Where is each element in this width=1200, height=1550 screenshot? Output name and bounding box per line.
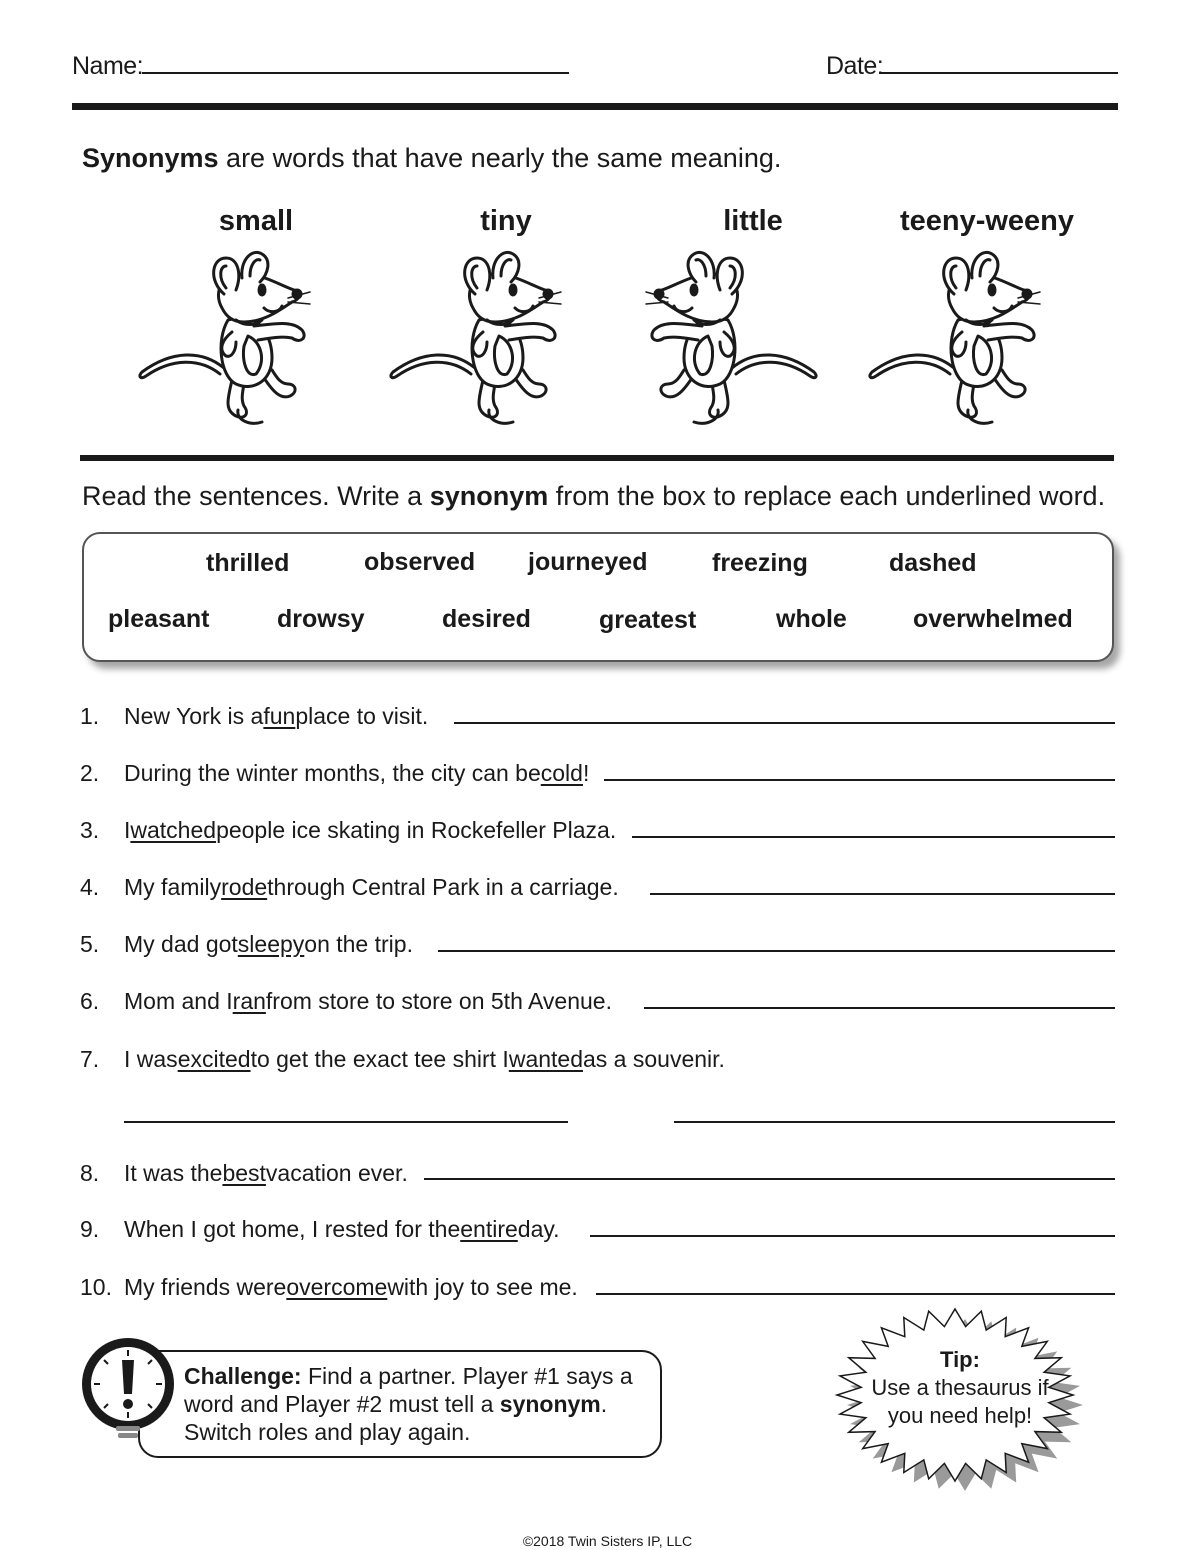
question-number: 7. (80, 1046, 100, 1072)
underlined-word: entire (460, 1216, 518, 1242)
question-3 (80, 817, 616, 844)
challenge-term: synonym (499, 1391, 601, 1417)
challenge-text (184, 1362, 654, 1446)
question-text: vacation ever. (265, 1160, 408, 1186)
question-2 (80, 760, 589, 787)
question-text: My dad got (124, 931, 238, 957)
question-4 (80, 874, 619, 901)
answer-line-9[interactable] (590, 1235, 1115, 1237)
answer-line-1[interactable] (454, 722, 1115, 724)
question-9 (80, 1216, 560, 1243)
question-text: My family (124, 874, 222, 900)
underlined-word: best (222, 1160, 266, 1186)
answer-line-4[interactable] (650, 893, 1115, 895)
question-number: 10. (80, 1274, 112, 1300)
underlined-word: sleepy (237, 931, 305, 957)
answer-line-5[interactable] (438, 950, 1115, 952)
word-bank-item: dashed (889, 549, 977, 577)
question-8 (80, 1160, 408, 1187)
tip-label: Tip: (940, 1347, 980, 1372)
mouse-word-2: tiny (480, 205, 532, 237)
mouse-illustration-2 (383, 250, 593, 435)
answer-line-7a[interactable] (124, 1121, 568, 1123)
question-text: I (124, 817, 131, 843)
word-bank-item: pleasant (108, 605, 210, 633)
question-text: I was (124, 1046, 178, 1072)
name-label: Name: (72, 52, 144, 80)
word-bank-item: desired (442, 605, 531, 633)
underlined-word: watched (130, 817, 217, 843)
answer-line-7b[interactable] (674, 1121, 1115, 1123)
challenge-label: Challenge: (184, 1363, 302, 1389)
question-text: through Central Park in a carriage. (267, 874, 619, 900)
underlined-word: cold (540, 760, 583, 786)
question-text: on the trip. (304, 931, 413, 957)
question-text: to get the exact tee shirt I (250, 1046, 509, 1072)
instructions-part1: Read the sentences. Write a (82, 481, 430, 511)
question-number: 4. (80, 874, 100, 900)
underlined-word: fun (263, 703, 296, 729)
word-bank-item: whole (776, 605, 847, 633)
question-text: as a souvenir. (583, 1046, 725, 1072)
word-bank-item: observed (364, 548, 476, 576)
question-number: 1. (80, 703, 100, 729)
question-number: 2. (80, 760, 100, 786)
section-divider (80, 455, 1114, 461)
intro-sentence (82, 143, 781, 174)
question-10 (80, 1274, 578, 1301)
challenge-body: . Switch roles and play again. (184, 1391, 608, 1445)
mouse-illustration-1 (132, 250, 342, 435)
answer-line-6[interactable] (644, 1007, 1115, 1009)
question-5 (80, 931, 413, 958)
mouse-illustration-3 (614, 250, 824, 435)
word-bank-item: overwhelmed (913, 605, 1073, 633)
question-text: Mom and I (124, 988, 233, 1014)
question-number: 6. (80, 988, 100, 1014)
answer-line-2[interactable] (604, 779, 1115, 781)
question-text: New York is a (124, 703, 264, 729)
question-number: 3. (80, 817, 100, 843)
word-bank-item: thrilled (206, 549, 290, 577)
word-bank-item: drowsy (277, 605, 365, 633)
question-text: It was the (124, 1160, 223, 1186)
name-field[interactable] (142, 72, 569, 74)
answer-line-8[interactable] (424, 1178, 1115, 1180)
word-bank-item: journeyed (528, 548, 648, 576)
mouse-illustration-4 (862, 250, 1072, 435)
mouse-word-3: little (723, 205, 783, 237)
question-text: When I got home, I rested for the (124, 1216, 461, 1242)
underlined-word: ran (232, 988, 266, 1014)
instructions-part2: from the box to replace each underlined word. (548, 481, 1106, 511)
question-text: day. (517, 1216, 560, 1242)
question-text: place to visit. (295, 703, 429, 729)
question-number: 9. (80, 1216, 100, 1242)
underlined-word: excited (177, 1046, 251, 1072)
lightbulb-icon (76, 1334, 180, 1444)
question-text: from store to store on 5th Avenue. (265, 988, 612, 1014)
question-number: 5. (80, 931, 100, 957)
instructions-term: synonym (429, 481, 549, 511)
question-7 (80, 1046, 725, 1073)
copyright: ©2018 Twin Sisters IP, LLC (522, 1533, 693, 1549)
word-bank-item: greatest (599, 606, 697, 634)
intro-rest: are words that have nearly the same meaning. (218, 143, 782, 173)
underlined-word: wanted (508, 1046, 583, 1072)
question-text: During the winter months, the city can be (124, 760, 541, 786)
intro-term: Synonyms (82, 143, 219, 173)
question-text: with joy to see me. (387, 1274, 578, 1300)
challenge-body: Find a partner. Player #1 says a word and Player #2 must tell a (184, 1363, 633, 1417)
question-number: 8. (80, 1160, 100, 1186)
date-field[interactable] (880, 72, 1118, 74)
question-text: My friends were (124, 1274, 287, 1300)
mouse-word-4: teeny-weeny (899, 205, 1075, 237)
word-bank-item: freezing (712, 549, 808, 577)
tip-text (870, 1346, 1050, 1430)
mouse-word-1: small (218, 205, 294, 237)
answer-line-10[interactable] (596, 1293, 1115, 1295)
answer-line-3[interactable] (632, 836, 1115, 838)
date-label: Date: (826, 52, 884, 80)
question-text: ! (582, 760, 590, 786)
underlined-word: rode (221, 874, 268, 900)
underlined-word: overcome (286, 1274, 388, 1300)
header-divider (72, 103, 1118, 110)
tip-body: Use a thesaurus if you need help! (871, 1375, 1049, 1428)
instructions (82, 481, 1105, 512)
question-1 (80, 703, 428, 730)
question-text: people ice skating in Rockefeller Plaza. (216, 817, 617, 843)
question-6 (80, 988, 612, 1015)
